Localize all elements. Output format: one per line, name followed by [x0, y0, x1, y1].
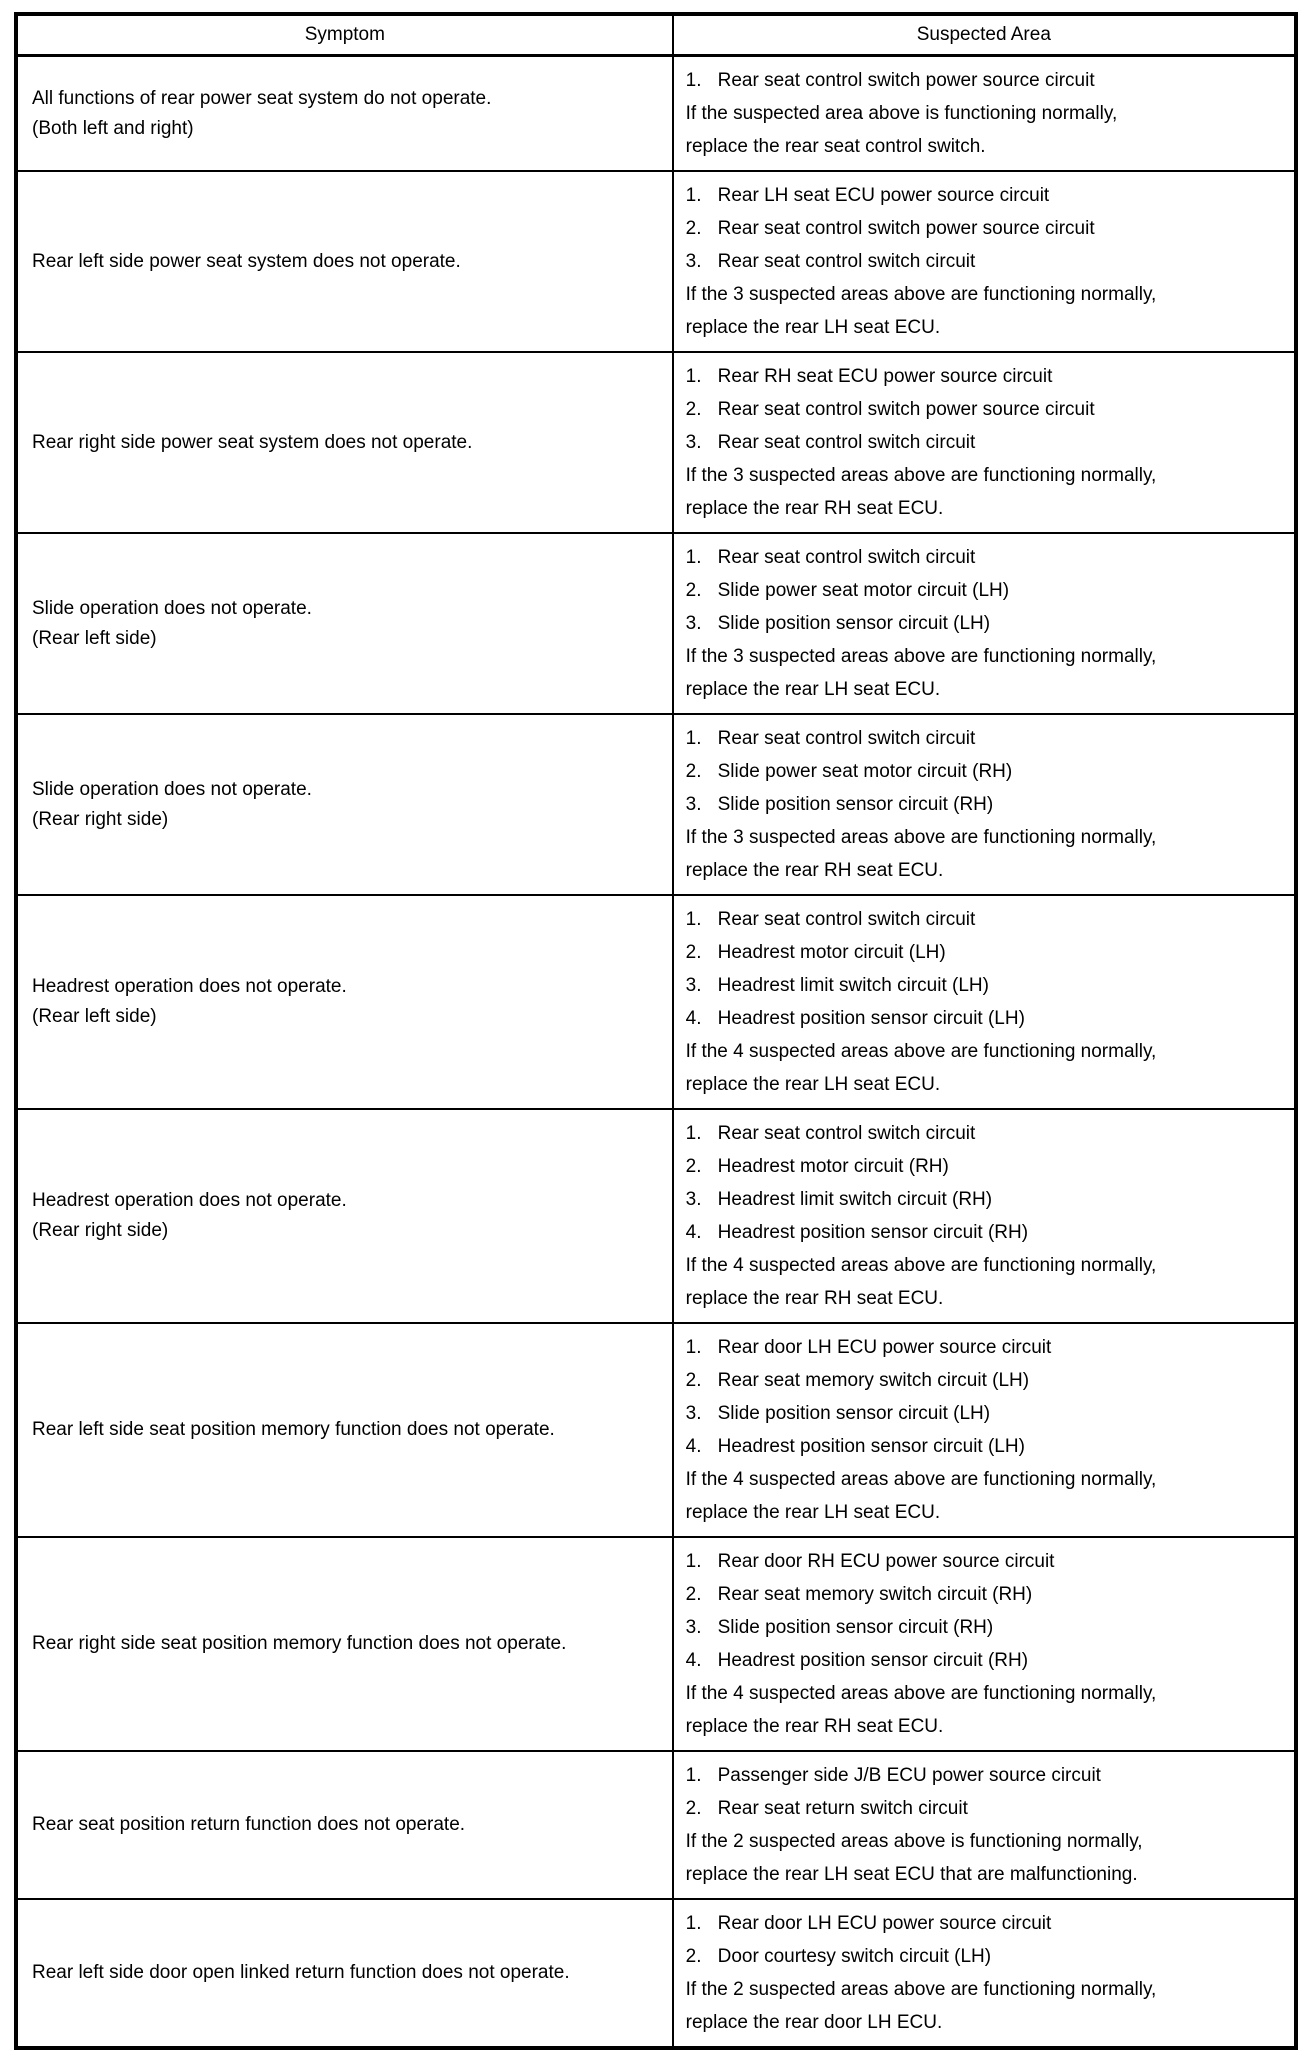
suspected-item — [686, 1792, 1286, 1825]
suspected-area-cell — [673, 895, 1296, 1109]
suspected-item-text: Headrest motor circuit (LH) — [717, 942, 946, 963]
table-row — [16, 895, 1296, 1109]
note-text: replace the rear LH seat ECU. — [685, 317, 941, 338]
suspected-item-number: 1. — [685, 909, 702, 930]
symptom-text: (Rear right side) — [32, 808, 169, 830]
suspected-item-number: 4. — [685, 1436, 702, 1457]
table-row — [16, 171, 1296, 352]
suspected-item-text: Passenger side J/B ECU power source circuit — [717, 1765, 1101, 1786]
suspected-item-text: Rear door LH ECU power source circuit — [717, 1913, 1052, 1934]
note-text: replace the rear LH seat ECU that are malfunctioning. — [685, 1864, 1138, 1885]
suspected-item — [686, 541, 1286, 574]
table-row — [16, 1899, 1296, 2048]
table-row — [16, 1109, 1296, 1323]
suspected-item-text: Headrest motor circuit (RH) — [717, 1156, 949, 1177]
suspected-item-number: 1. — [685, 1123, 702, 1144]
symptom-cell — [16, 1109, 673, 1323]
note-text: replace the rear seat control switch. — [685, 136, 986, 157]
symptom-text: Slide operation does not operate. — [32, 778, 312, 800]
suspected-item-text: Headrest position sensor circuit (LH) — [717, 1008, 1025, 1029]
suspected-item-text: Rear seat memory switch circuit (RH) — [717, 1584, 1033, 1605]
suspected-area-column-header: Suspected Area — [673, 14, 1296, 56]
suspected-item-text: Headrest limit switch circuit (RH) — [717, 1189, 993, 1210]
symptom-text: Headrest operation does not operate. — [32, 1190, 347, 1211]
suspected-item-text: Slide power seat motor circuit (RH) — [717, 761, 1013, 782]
suspected-item-text: Headrest limit switch circuit (LH) — [717, 975, 989, 996]
note-text: If the 4 suspected areas above are functioning normally, — [685, 1041, 1157, 1062]
suspected-item-number: 3. — [685, 613, 702, 634]
note-text: replace the rear RH seat ECU. — [685, 1288, 944, 1309]
suspected-item — [686, 722, 1286, 755]
note-text: replace the rear RH seat ECU. — [685, 1716, 944, 1737]
suspected-item-text: Headrest position sensor circuit (RH) — [717, 1222, 1029, 1243]
symptom-table — [14, 12, 1298, 2050]
suspected-item-text: Rear door LH ECU power source circuit — [717, 1337, 1052, 1358]
suspected-item — [686, 936, 1286, 969]
suspected-item-number: 4. — [685, 1650, 702, 1671]
suspected-item — [686, 788, 1286, 821]
suspected-item-number: 2. — [685, 580, 702, 601]
suspected-item-text: Slide power seat motor circuit (LH) — [717, 580, 1010, 601]
symptom-text: Rear seat position return function does not operate. — [32, 1814, 466, 1835]
suspected-item-text: Rear seat control switch circuit — [717, 432, 976, 453]
suspected-area-cell — [673, 714, 1296, 895]
suspected-item-number: 2. — [685, 942, 702, 963]
table-row — [16, 533, 1296, 714]
suspected-item-number: 1. — [685, 1551, 702, 1572]
suspected-item — [686, 607, 1286, 640]
suspected-item-number: 2. — [685, 218, 702, 239]
suspected-item — [686, 360, 1286, 393]
suspected-item — [686, 245, 1286, 278]
symptom-text: Headrest operation does not operate. — [32, 976, 347, 997]
suspected-item-number: 3. — [685, 251, 702, 272]
suspected-item-number: 1. — [685, 728, 702, 749]
symptom-text: (Rear left side) — [32, 1006, 157, 1027]
symptom-text: (Both left and right) — [32, 117, 194, 139]
suspected-item-number: 3. — [685, 794, 702, 815]
suspected-area-cell — [673, 171, 1296, 352]
symptom-text: (Rear left side) — [32, 627, 157, 649]
note-text: If the 4 suspected areas above are functioning normally, — [685, 1469, 1157, 1490]
suspected-item-text: Rear seat control switch circuit — [717, 547, 976, 568]
note-text: If the 4 suspected areas above are functioning normally, — [685, 1255, 1157, 1276]
suspected-area-cell — [673, 533, 1296, 714]
note-text: replace the rear RH seat ECU. — [685, 860, 944, 881]
suspected-item — [686, 1397, 1286, 1430]
suspected-item — [686, 1331, 1286, 1364]
table-row — [16, 1537, 1296, 1751]
suspected-item-number: 1. — [685, 547, 702, 568]
symptom-text: Slide operation does not operate. — [32, 597, 312, 619]
suspected-item — [686, 1364, 1286, 1397]
suspected-item — [686, 1430, 1286, 1463]
suspected-item-number: 1. — [685, 366, 702, 387]
suspected-item-text: Headrest position sensor circuit (LH) — [717, 1436, 1025, 1457]
suspected-item-text: Rear RH seat ECU power source circuit — [717, 366, 1053, 387]
suspected-item — [686, 903, 1286, 936]
suspected-area-cell — [673, 1109, 1296, 1323]
suspected-item-number: 1. — [685, 185, 702, 206]
suspected-item — [686, 1117, 1286, 1150]
suspected-item-text: Slide position sensor circuit (LH) — [717, 613, 991, 634]
table-row — [16, 1323, 1296, 1537]
suspected-item-number: 3. — [685, 975, 702, 996]
symptom-cell — [16, 533, 673, 714]
note-text: If the 3 suspected areas above are functioning normally, — [685, 284, 1157, 305]
suspected-area-cell — [673, 1751, 1296, 1899]
symptom-cell — [16, 1537, 673, 1751]
symptom-column-header: Symptom — [16, 14, 673, 56]
note-text: If the 4 suspected areas above are functioning normally, — [685, 1683, 1157, 1704]
suspected-item-number: 3. — [685, 1617, 702, 1638]
suspected-item — [686, 64, 1286, 97]
suspected-area-cell — [673, 1323, 1296, 1537]
suspected-item-number: 1. — [685, 1765, 702, 1786]
symptom-cell — [16, 714, 673, 895]
suspected-area-cell — [673, 1537, 1296, 1751]
suspected-item-number: 1. — [685, 1337, 702, 1358]
suspected-item-number: 4. — [685, 1222, 702, 1243]
suspected-item — [686, 1216, 1286, 1249]
suspected-item — [686, 212, 1286, 245]
note-text: If the 3 suspected areas above are functioning normally, — [685, 646, 1157, 667]
suspected-item-number: 2. — [685, 1946, 702, 1967]
symptom-text: Rear right side seat position memory function does not operate. — [32, 1633, 567, 1654]
note-text: If the 2 suspected areas above is functioning normally, — [685, 1831, 1143, 1852]
symptom-cell — [16, 1751, 673, 1899]
suspected-item — [686, 1644, 1286, 1677]
suspected-item — [686, 179, 1286, 212]
suspected-area-cell — [673, 352, 1296, 533]
symptom-cell — [16, 1899, 673, 2048]
note-text: If the suspected area above is functioning normally, — [685, 103, 1118, 124]
suspected-item-number: 2. — [685, 399, 702, 420]
suspected-item — [686, 1940, 1286, 1973]
note-text: If the 2 suspected areas above are functioning normally, — [685, 1979, 1157, 2000]
suspected-item — [686, 1759, 1286, 1792]
suspected-item-text: Rear door RH ECU power source circuit — [717, 1551, 1055, 1572]
suspected-item-text: Rear seat control switch circuit — [717, 251, 976, 272]
suspected-item — [686, 426, 1286, 459]
suspected-item-text: Rear seat control switch circuit — [717, 909, 976, 930]
suspected-item — [686, 393, 1286, 426]
note-text: replace the rear RH seat ECU. — [685, 498, 944, 519]
suspected-area-cell — [673, 56, 1296, 172]
symptom-text: Rear right side power seat system does not operate. — [32, 431, 473, 453]
suspected-item-text: Headrest position sensor circuit (RH) — [717, 1650, 1029, 1671]
note-text: If the 3 suspected areas above are functioning normally, — [685, 465, 1157, 486]
suspected-item — [686, 969, 1286, 1002]
symptom-text: Rear left side power seat system does not operate. — [32, 250, 461, 272]
table-row — [16, 714, 1296, 895]
symptom-cell — [16, 56, 673, 172]
suspected-item — [686, 755, 1286, 788]
table-row — [16, 352, 1296, 533]
symptom-text: Rear left side seat position memory function does not operate. — [32, 1419, 555, 1440]
symptom-cell — [16, 352, 673, 533]
suspected-item-text: Slide position sensor circuit (RH) — [717, 794, 994, 815]
suspected-item-number: 1. — [685, 70, 702, 91]
suspected-item-number: 2. — [685, 761, 702, 782]
suspected-item-number: 3. — [685, 1403, 702, 1424]
note-text: replace the rear door LH ECU. — [685, 2012, 943, 2033]
symptom-cell — [16, 1323, 673, 1537]
suspected-item-number: 3. — [685, 432, 702, 453]
symptom-text: Rear left side door open linked return function does not operate. — [32, 1962, 570, 1983]
suspected-item — [686, 574, 1286, 607]
suspected-area-cell — [673, 1899, 1296, 2048]
header-row — [16, 14, 1296, 56]
note-text: replace the rear LH seat ECU. — [685, 1074, 941, 1095]
symptom-cell — [16, 171, 673, 352]
suspected-item — [686, 1183, 1286, 1216]
note-text: replace the rear LH seat ECU. — [685, 679, 941, 700]
suspected-item — [686, 1002, 1286, 1035]
note-text: replace the rear LH seat ECU. — [685, 1502, 941, 1523]
suspected-item-text: Rear seat control switch power source circuit — [717, 218, 1095, 239]
suspected-item-text: Rear seat control switch power source circuit — [717, 399, 1095, 420]
table-row — [16, 56, 1296, 172]
table-row — [16, 1751, 1296, 1899]
suspected-item — [686, 1150, 1286, 1183]
suspected-item — [686, 1907, 1286, 1940]
suspected-item-text: Rear seat control switch circuit — [717, 728, 976, 749]
suspected-item — [686, 1578, 1286, 1611]
note-text: If the 3 suspected areas above are functioning normally, — [685, 827, 1157, 848]
suspected-item — [686, 1611, 1286, 1644]
suspected-item-number: 2. — [685, 1584, 702, 1605]
suspected-item-number: 2. — [685, 1156, 702, 1177]
suspected-item — [686, 1545, 1286, 1578]
symptom-text: (Rear right side) — [32, 1220, 169, 1241]
symptom-text: All functions of rear power seat system do not operate. — [32, 87, 492, 109]
suspected-item-number: 3. — [685, 1189, 702, 1210]
suspected-item-text: Slide position sensor circuit (RH) — [717, 1617, 994, 1638]
suspected-item-text: Door courtesy switch circuit (LH) — [717, 1946, 992, 1967]
suspected-item-number: 2. — [685, 1798, 702, 1819]
suspected-item-text: Rear seat control switch power source circuit — [717, 70, 1095, 91]
suspected-item-number: 1. — [685, 1913, 702, 1934]
suspected-item-text: Slide position sensor circuit (LH) — [717, 1403, 991, 1424]
suspected-item-text: Rear seat return switch circuit — [717, 1798, 968, 1819]
suspected-item-text: Rear seat control switch circuit — [717, 1123, 976, 1144]
symptom-cell — [16, 895, 673, 1109]
suspected-item-text: Rear LH seat ECU power source circuit — [717, 185, 1050, 206]
suspected-item-text: Rear seat memory switch circuit (LH) — [717, 1370, 1030, 1391]
suspected-item-number: 2. — [685, 1370, 702, 1391]
suspected-item-number: 4. — [685, 1008, 702, 1029]
